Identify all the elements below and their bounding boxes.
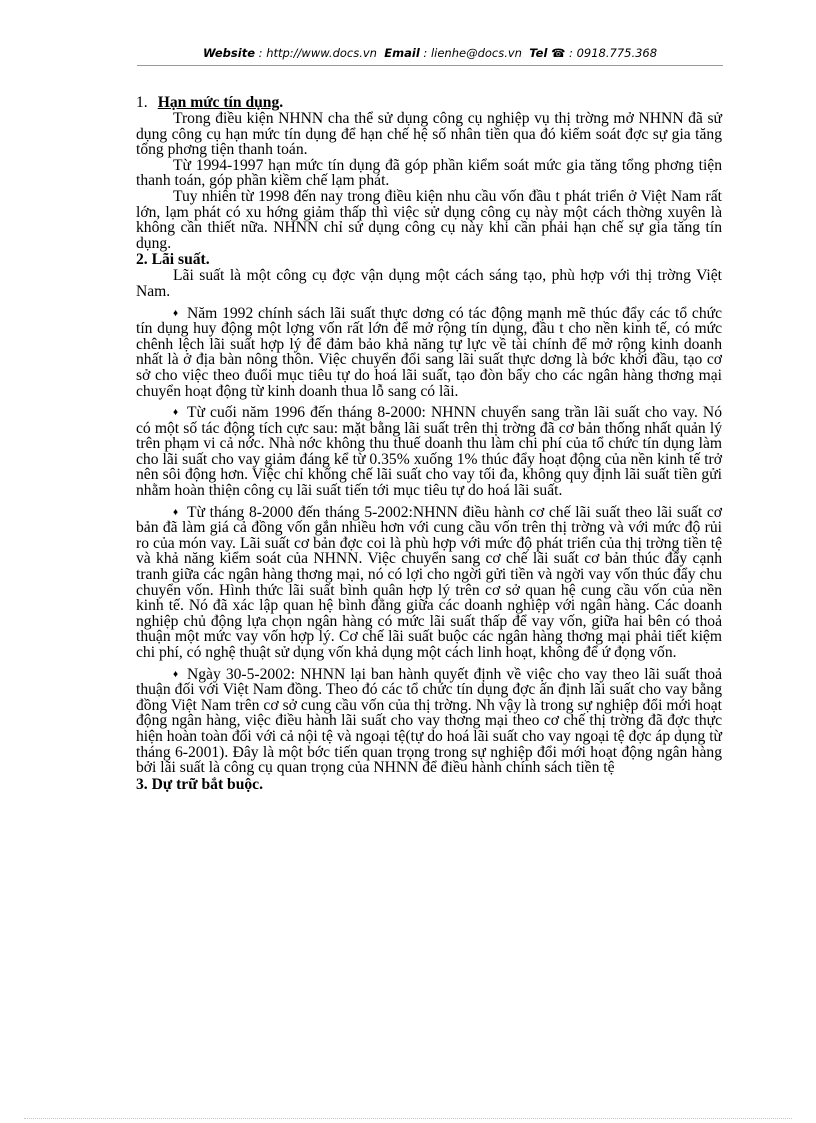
bullet-text: Ngày 30-5-2002: NHNN lại ban hành quyết định về việc cho vay theo lãi suất thoả thuận đối với Việt Nam đồng. Theo đó các tổ chức tín dụng đợc ấn định lãi suất cho vay bằng đồng Việt Nam trên cơ sở cung cầu vốn của thị trờng. Nh vậy là trong sự nghiệp đổi mới hoạt động ngân hàng, việc điều hành lãi suất cho vay thơng mại theo cơ chế thị trờng đã đợc thực hiện hoàn toàn đối với cả nội tệ và ngoại tệ(tự do hoá lãi suất cho vay ngoại tệ đợc áp dụng từ tháng 6-2001). Đây là một bớc tiến quan trọng trong sự nghiệp đổi mới hoạt động ngân hàng bởi lãi suất là công cụ quan trọng của NHNN để điều hành chính sách tiền tệ <box>136 665 722 777</box>
section-1-number: 1. <box>136 94 148 111</box>
section-2-heading: 2. Lãi suất. <box>136 251 210 269</box>
email-label: Email <box>384 46 420 60</box>
bullet-text: Từ cuối năm 1996 đến tháng 8-2000: NHNN chuyển sang trần lãi suất cho vay. Nó có một số tác động tích cực sau: mặt bằng lãi suất trên thị trờng đã cơ bản thống nhất quản lý trên phạm vi cả nớc. Nhà nớc không thu thuế doanh thu làm chi phí của tổ chức tín dụng làm cho lãi suất cho vay giảm đáng kể từ 0.35% xuống 1% thúc đẩy hoạt động của nền kinh tế trở nên sôi động hơn. Việc chỉ khống chế lãi suất cho vay tối đa, không quy định lãi suất tiền gửi nhằm hoàn thiện công cụ lãi suất tiến tới mục tiêu tự do hoá lãi suất. <box>136 404 722 500</box>
bullet-paragraph <box>136 505 722 661</box>
bullet-text: Từ tháng 8-2000 đến tháng 5-2002:NHNN điều hành cơ chế lãi suất theo lãi suất cơ bản đã làm giá cả đồng vốn gắn nhiều hơn với cung cầu vốn trên thị trờng và với mức độ rủi ro của món vay. Lãi suất cơ bản đợc coi là phù hợp với mức độ phát triển của thị trờng tiền tệ và khả năng kiểm soát của NHNN. Việc chuyển sang cơ chế lãi suất cơ bản thúc đẩy cạnh tranh giữa các ngân hàng thơng mại, nó có lợi cho ngời gửi tiền và ngời vay vốn thúc đẩy chu chuyển vốn. Hình thức lãi suất bình quân hợp lý trên cơ sở quan hệ cung cầu vốn của nền kinh tế. Nó đã xác lập quan hệ bình đẳng giữa các doanh nghiệp với ngân hàng. Các doanh nghiệp chủ động lựa chọn ngân hàng có mức lãi suất thấp để vay vốn, giữa hai bên có thoả thuận một mức vay vốn hợp lý. Cơ chế lãi suất buộc các ngân hàng thơng mại phải tiết kiệm chi phí, có nghệ thuật sử dụng vốn khả dụng một cách linh hoạt, không để ứ đọng vốn. <box>136 503 722 661</box>
email-address: : lienhe@docs.vn <box>423 46 522 60</box>
diamond-bullet-icon: ♦ <box>173 506 179 518</box>
bullet-paragraph <box>136 306 722 400</box>
footer-divider <box>24 1118 792 1119</box>
website-label: Website <box>202 46 256 60</box>
section-1-suffix: . <box>279 94 284 111</box>
paragraph: Lãi suất là một công cụ đợc vận dụng một cách sáng tạo, phù hợp với thị trờng Việt Nam. <box>136 267 722 300</box>
tel-label: Tel <box>529 46 548 60</box>
section-3-heading: 3. Dự trữ bắt buộc. <box>136 775 264 793</box>
document-body <box>136 94 722 793</box>
header-divider <box>137 65 723 66</box>
bullet-paragraph <box>136 667 722 776</box>
page-header <box>137 46 723 60</box>
paragraph: Từ 1994-1997 hạn mức tín dụng đã góp phần kiểm soát mức gia tăng tổng phơng tiện thanh toán, góp phần kiềm chế lạm phát. <box>136 156 722 190</box>
diamond-bullet-icon: ♦ <box>173 307 179 319</box>
diamond-bullet-icon: ♦ <box>173 407 179 419</box>
paragraph: Trong điều kiện NHNN cha thể sử dụng công cụ nghiệp vụ thị trờng mở NHNN đã sử dụng công cụ hạn mức tín dụng để hạn chế hệ số nhân tiền qua đó kiểm soát đợc sự gia tăng tổng phơng tiện thanh toán. <box>136 110 722 159</box>
bullet-text: Năm 1992 chính sách lãi suất thực dơng có tác động mạnh mẽ thúc đẩy các tổ chức tín dụng huy động một lợng vốn rất lớn để mở rộng tín dụng, đầu t cho nền kinh tế, có mức chênh lệch lãi suất hợp lý để đảm bảo khả năng tự lực về tài chính để mở rộng kinh doanh nhất là ở địa bàn nông thôn. Việc chuyển đổi sang lãi suất thực dơng là bớc khởi đầu, tạo cơ sở cho việc theo đuổi mục tiêu tự do hoá lãi suất, tạo đòn bẩy cho các ngân hàng thơng mại chuyển hoạt động từ kinh doanh thua lỗ sang có lãi. <box>136 304 722 400</box>
diamond-bullet-icon: ♦ <box>173 668 179 680</box>
paragraph: Tuy nhiên từ 1998 đến nay trong điều kiện nhu cầu vốn đầu t phát triển ở Việt Nam rất lớn, lạm phát có xu hớng giảm thấp thì việc sử dụng công cụ này một cách thờng xuyên là không cần thiết nữa. NHNN chỉ sử dụng công cụ này khi cần phải hạn chế sự gia tăng tín dụng. <box>136 187 722 252</box>
section-1-heading <box>136 94 722 111</box>
website-url: : http://www.docs.vn <box>258 46 377 60</box>
bullet-paragraph <box>136 405 722 499</box>
phone-icon: ☎ <box>551 46 566 60</box>
section-1-title: Hạn mức tín dụng <box>157 94 280 111</box>
tel-number: : 0918.775.368 <box>569 46 658 60</box>
